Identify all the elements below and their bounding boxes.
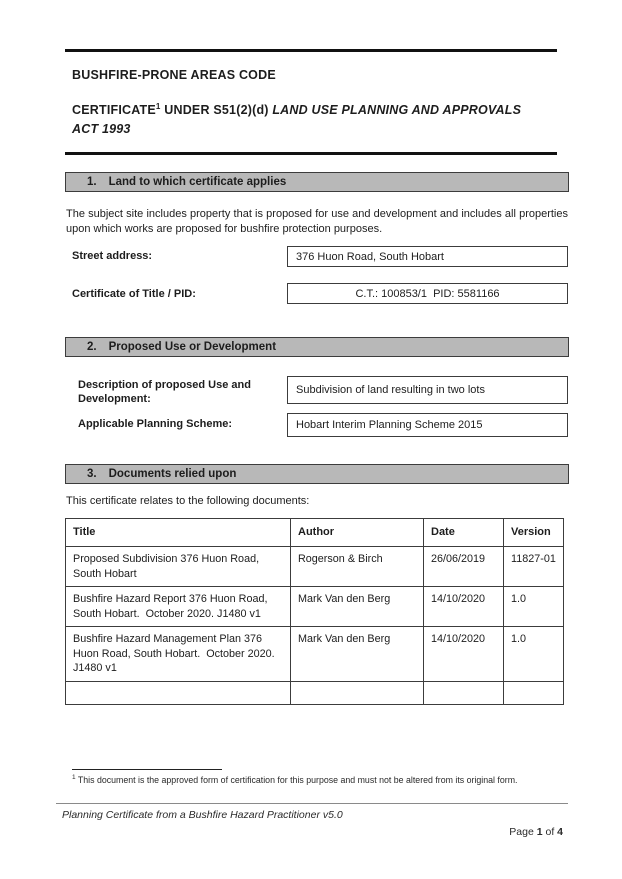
cell-version [504, 681, 564, 704]
cell-author: Mark Van den Berg [291, 627, 424, 682]
section-1-number: 1. [87, 176, 97, 188]
section-1-title: Land to which certificate applies [108, 176, 287, 188]
planning-scheme-label: Applicable Planning Scheme: [78, 418, 233, 430]
cell-date: 14/10/2020 [424, 627, 504, 682]
page-of-label: of [542, 826, 558, 838]
certificate-title-footnote-ref: 1 [155, 101, 161, 111]
table-row [66, 547, 564, 587]
section-2-title: Proposed Use or Development [108, 341, 277, 353]
title-pid-field[interactable]: C.T.: 100853/1 PID: 5581166 [287, 283, 568, 304]
page-indicator [363, 826, 563, 838]
section-3-intro: This certificate relates to the following documents: [66, 495, 310, 507]
cell-title: Bushfire Hazard Management Plan 376 Huon Road, South Hobart. October 2020. J1480 v1 [66, 627, 291, 682]
footnote [72, 775, 552, 786]
table-header-author: Author [291, 519, 424, 547]
table-header-version: Version [504, 519, 564, 547]
section-3-title: Documents relied upon [108, 468, 237, 480]
table-header-date: Date [424, 519, 504, 547]
street-address-label: Street address: [72, 250, 153, 262]
cell-date [424, 681, 504, 704]
footer-separator [56, 803, 568, 804]
cell-title: Proposed Subdivision 376 Huon Road, South Hobart [66, 547, 291, 587]
footnote-separator [72, 769, 222, 770]
page-total: 4 [557, 826, 563, 838]
cell-title: Bushfire Hazard Report 376 Huon Road, South Hobart. October 2020. J1480 v1 [66, 587, 291, 627]
certificate-title [72, 101, 542, 139]
section-2-number: 2. [87, 341, 97, 353]
certificate-title-act: LAND USE PLANNING AND APPROVALS ACT 1993 [72, 103, 522, 136]
street-address-field[interactable]: 376 Huon Road, South Hobart [287, 246, 568, 267]
planning-scheme-field[interactable]: Hobart Interim Planning Scheme 2015 [287, 413, 568, 437]
cell-author: Rogerson & Birch [291, 547, 424, 587]
page-number: 1 [536, 826, 543, 838]
document-heading: BUSHFIRE-PRONE AREAS CODE [72, 68, 276, 82]
section-3-number: 3. [87, 468, 97, 480]
documents-table [65, 518, 564, 705]
table-header-row [66, 519, 564, 547]
cell-date: 14/10/2020 [424, 587, 504, 627]
section-3-header [65, 464, 569, 484]
cell-author: Mark Van den Berg [291, 587, 424, 627]
section-1-intro: The subject site includes property that is proposed for use and development and includes all properties upon which works are proposed for bushfire protection purposes. [66, 208, 568, 236]
footer-version-text: Planning Certificate from a Bushfire Hazard Practitioner v5.0 [62, 809, 343, 821]
section-2-header [65, 337, 569, 357]
cell-version: 1.0 [504, 587, 564, 627]
certificate-title-prefix: CERTIFICATE [72, 103, 156, 117]
footnote-marker: 1 [72, 774, 76, 782]
cell-version: 11827-01 [504, 547, 564, 587]
certificate-title-middle: UNDER S51(2)(d) [160, 103, 273, 117]
top-horizontal-rule [65, 49, 557, 52]
footnote-text: This document is the approved form of certification for this purpose and must not be altered from its original form. [75, 775, 518, 785]
cell-author [291, 681, 424, 704]
table-row [66, 587, 564, 627]
page-label: Page [509, 826, 537, 838]
table-header-title: Title [66, 519, 291, 547]
cell-date: 26/06/2019 [424, 547, 504, 587]
description-label: Description of proposed Use and Development: [78, 379, 251, 406]
cell-title [66, 681, 291, 704]
description-field[interactable]: Subdivision of land resulting in two lots [287, 376, 568, 404]
title-pid-label: Certificate of Title / PID: [72, 288, 196, 300]
table-row-empty [66, 681, 564, 704]
mid-horizontal-rule [65, 152, 557, 155]
cell-version: 1.0 [504, 627, 564, 682]
section-1-header [65, 172, 569, 192]
table-row [66, 627, 564, 682]
